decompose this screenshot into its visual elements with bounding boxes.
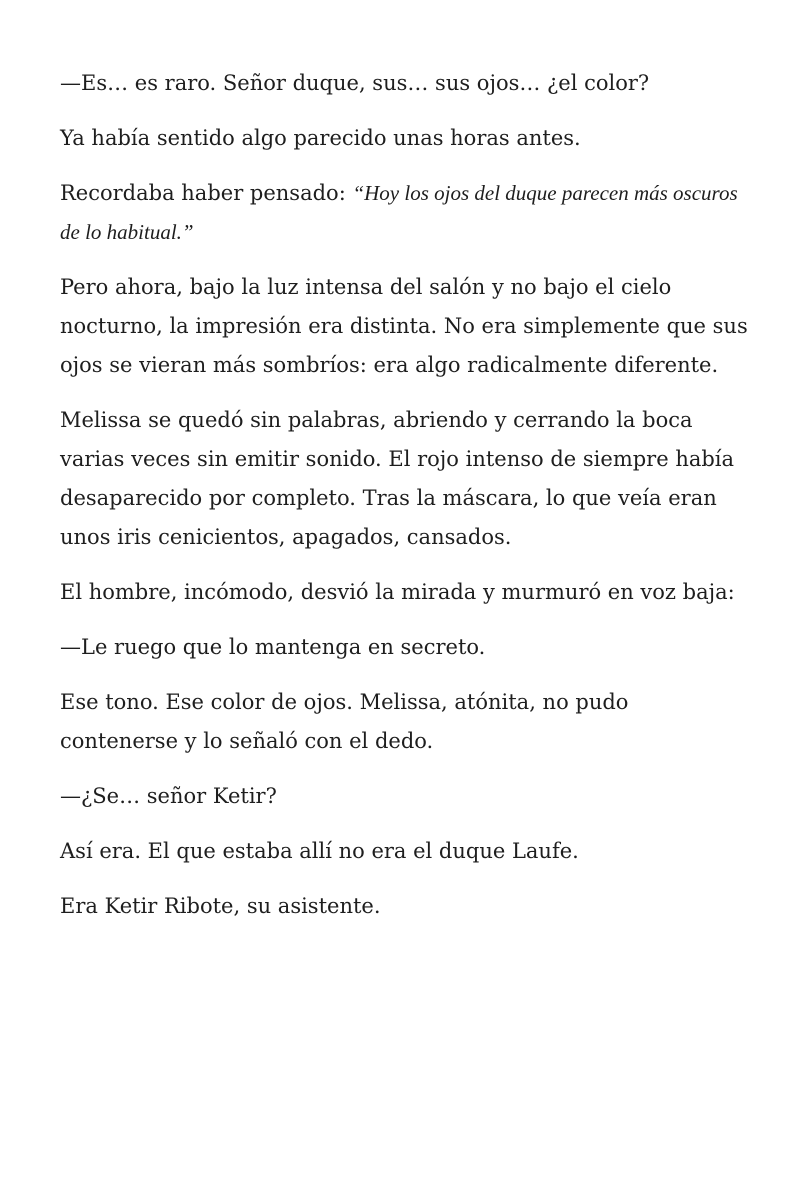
paragraph: —Es… es raro. Señor duque, sus… sus ojos… ¿el color? <box>60 71 650 95</box>
paragraph: Ya había sentido algo parecido unas horas antes. <box>60 126 581 150</box>
paragraph: —Le ruego que lo mantenga en secreto. <box>60 635 486 659</box>
paragraph: Ese tono. Ese color de ojos. Melissa, atónita, no pudo contenerse y lo señaló con el dedo. <box>60 690 629 753</box>
paragraph: Era Ketir Ribote, su asistente. <box>60 894 381 918</box>
paragraph: Pero ahora, bajo la luz intensa del salón y no bajo el cielo nocturno, la impresión era distinta. No era simplemente que sus ojos se vieran más sombríos: era algo radicalmente diferente. <box>60 275 748 377</box>
paragraph: Así era. El que estaba allí no era el duque Laufe. <box>60 839 579 863</box>
italic-quote: “Hoy los ojos del duque parecen más oscuros de lo habitual.” <box>60 181 738 244</box>
paragraph: —¿Se… señor Ketir? <box>60 784 277 808</box>
paragraph <box>60 174 750 252</box>
paragraph: Melissa se quedó sin palabras, abriendo y cerrando la boca varias veces sin emitir sonido. El rojo intenso de siempre había desaparecido por completo. Tras la máscara, lo que veía eran unos iris cenicientos, apagados, cansados. <box>60 408 735 549</box>
page-text <box>60 64 750 942</box>
paragraph-lead: Recordaba haber pensado: <box>60 181 353 205</box>
paragraph: El hombre, incómodo, desvió la mirada y murmuró en voz baja: <box>60 580 735 604</box>
